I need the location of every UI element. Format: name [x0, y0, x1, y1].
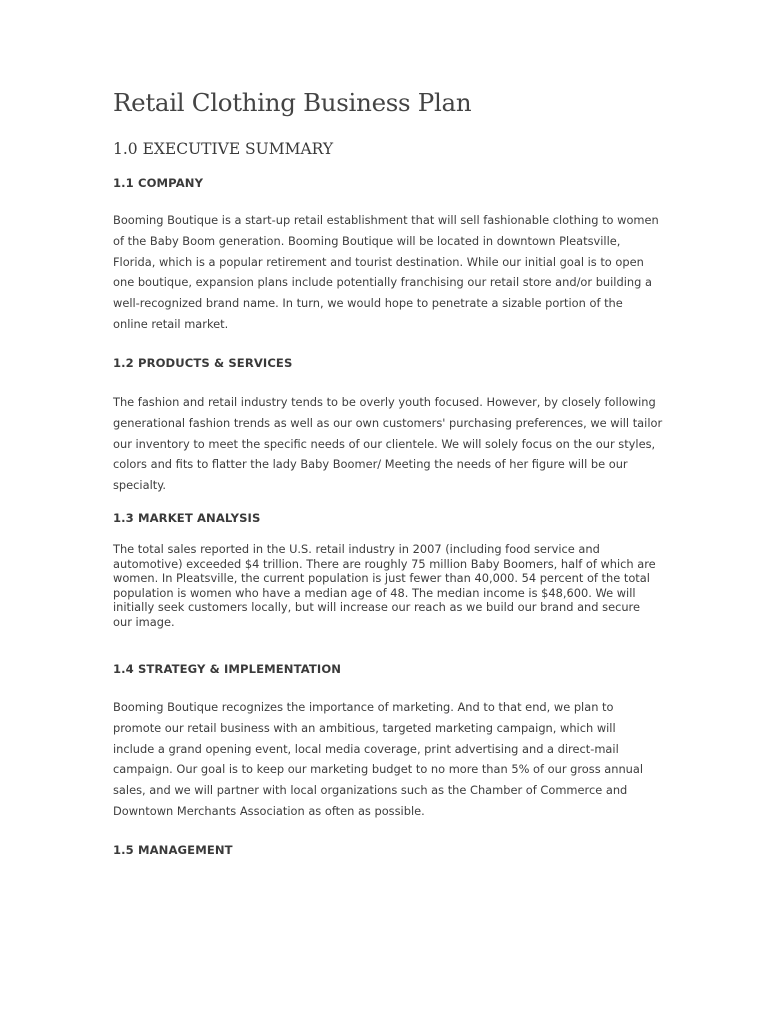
paragraph-line: The fashion and retail industry tends to be overly youth focused. However, by closely following [113, 395, 656, 409]
company-heading: 1.1 COMPANY [113, 176, 204, 190]
paragraph-line: generational fashion trends as well as our own customers' purchasing preferences, we will tailor [113, 415, 663, 430]
paragraph-line: include a grand opening event, local media coverage, print advertising and a direct-mail [113, 741, 619, 756]
paragraph-line: automotive) exceeded $4 trillion. There are roughly 75 million Baby Boomers, half of which are [113, 556, 656, 571]
paragraph-line: online retail market. [113, 316, 229, 331]
paragraph-line: promote our retail business with an ambitious, targeted marketing campaign, which will [113, 720, 616, 735]
paragraph-line: Florida, which is a popular retirement and tourist destination. While our initial goal is to open [113, 254, 644, 269]
paragraph-line: initially seek customers locally, but will increase our reach as we build our brand and secure [113, 600, 640, 615]
paragraph-line: our image. [113, 614, 175, 629]
document-title: Retail Clothing Business Plan [113, 88, 472, 117]
paragraph-line: Downtown Merchants Association as often as possible. [113, 803, 425, 818]
paragraph-line: campaign. Our goal is to keep our marketing budget to no more than 5% of our gross annual [113, 762, 644, 777]
market-analysis-paragraph [113, 542, 673, 630]
paragraph-line: of the Baby Boom generation. Booming Boutique will be located in downtown Pleatsville, [113, 233, 621, 248]
company-paragraph [113, 210, 673, 335]
management-heading: 1.5 MANAGEMENT [113, 843, 233, 857]
paragraph-line: our inventory to meet the specific needs of our clientele. We will solely focus on the our styles, [113, 436, 656, 451]
paragraph-line: one boutique, expansion plans include potentially franchising our retail store and/or building a [113, 275, 652, 290]
market-analysis-heading: 1.3 MARKET ANALYSIS [113, 511, 261, 525]
products-services-paragraph [113, 392, 673, 496]
paragraph-line: Booming Boutique recognizes the importance of marketing. And to that end, we plan to [113, 700, 614, 714]
paragraph-line: colors and fits to flatter the lady Baby Boomer/ Meeting the needs of her figure will be our [113, 457, 628, 472]
products-services-heading: 1.2 PRODUCTS & SERVICES [113, 356, 293, 370]
paragraph-line: population is women who have a median age of 48. The median income is $48,600. We will [113, 585, 636, 600]
strategy-implementation-heading: 1.4 STRATEGY & IMPLEMENTATION [113, 662, 342, 676]
paragraph-line: Booming Boutique is a start-up retail establishment that will sell fashionable clothing to women [113, 213, 659, 227]
paragraph-line: The total sales reported in the U.S. retail industry in 2007 (including food service and [113, 542, 600, 556]
paragraph-line: well-recognized brand name. In turn, we would hope to penetrate a sizable portion of the [113, 296, 623, 311]
paragraph-line: sales, and we will partner with local organizations such as the Chamber of Commerce and [113, 783, 628, 798]
paragraph-line: specialty. [113, 478, 166, 493]
executive-summary-heading: 1.0 EXECUTIVE SUMMARY [113, 140, 334, 158]
paragraph-line: women. In Pleatsville, the current population is just fewer than 40,000. 54 percent of the total [113, 571, 650, 586]
strategy-implementation-paragraph [113, 697, 673, 822]
